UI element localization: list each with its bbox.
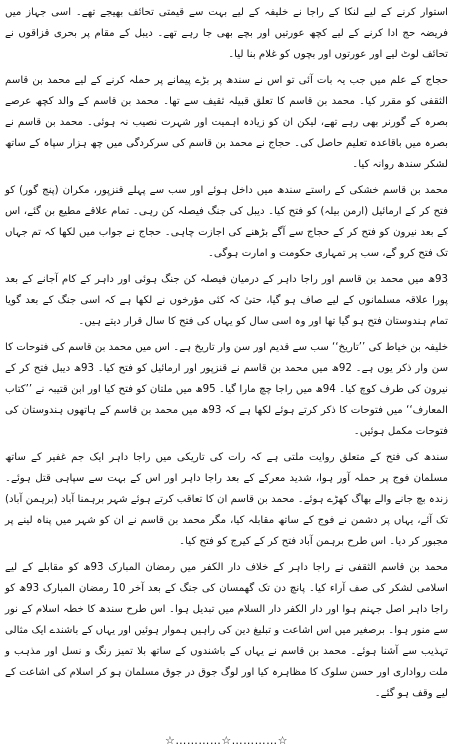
paragraph-6: سندھ کی فتح کے متعلق روایت ملتی ہے کہ رات کی تاریکی میں راجا داہر ایک جم غفیر کے ساتھ مسلمان فوج پر حملہ آور ہوا، شدید معرکے کے بعد راجا داہر اور اس کے بہت سے سپاہی قتل ہوئے۔ زندہ بچ جانے والے بھاگ کھڑے ہوئے۔ محمد بن قاسم ان کا تعاقب کرتے ہوئے شہر برہمنا آباد (برہمن آباد) تک آئے، یہاں پر دشمن نے فوج کے ساتھ مقابلہ کیا، مگر محمد بن قاسم نے ان کو شہر میں پناہ لینے پر مجبور کر دیا۔ اس طرح برہمن آباد فتح کر کے کیرج کو فتح کیا۔ [5,452,448,547]
paragraph-5: خلیفہ بن خیاط کی ’’تاریخ‘‘ سب سے قدیم اور سن وار تاریخ ہے۔ اس میں محمد بن قاسم کی فتوحات کا سن وار ذکر یوں ہے۔ 92ھ میں محمد بن قاسم نے قنزپور اور ارمائیل کو فتح کیا۔ 93ھ دیبل فتح کر کے نیرون کی طرف کوچ کیا۔ 94ھ میں راجا چچ مارا گیا۔ 95ھ میں ملتان کو فتح کیا اور ابن قتیبہ نے ’’کتاب المعارف‘‘ میں فتوحات کا ذکر کرتے ہوئے لکھا ہے کہ 93ھ میں محمد بن قاسم کے ہاتھوں ہندوستان کی فتوحات مکمل ہوئیں۔ [5,342,448,437]
paragraph-1: استوار کرنے کے لیے لنکا کے راجا نے خلیفہ کے لیے بہت سے قیمتی تحائف بھیجے تھے۔ اسی جہاز میں فریضہ حج ادا کرنے کے لیے کچھ عورتیں اور بچے بھی جا رہے تھے۔ دیبل کے مقام پر بحری قزاقوں نے تحائف لوٹ لیے اور عورتوں اور بچوں کو غلام بنا لیا۔ [5,7,448,60]
section-divider-ornament: ☆…………☆…………☆ [164,734,289,747]
paragraph-7: محمد بن قاسم الثقفی نے راجا داہر کے خلاف دار الکفر میں رمضان المبارک 93ھ کو مقابلے کے لیے اسلامی لشکر کی صف آراء کیا۔ پانچ دن تک گھمسان کی جنگ کے بعد آخر 10 رمضان المبارک 93ھ کو راجا داہر اصل جہنم ہوا اور دار الکفر دار السلام میں تبدیل ہوا۔ اس طرح سندھ کا خطہ اسلام کے نور سے منور ہوا۔ برصغیر میں اس اشاعت و تبلیغ دین کی راہیں ہموار ہوئیں اور یہاں کے باشندے ایک مثالی تہذیب سے آشنا ہوئے۔ محمد بن قاسم نے یہاں کے باشندوں کے ساتھ بلا تمیز رنگ و نسل اور مذہب و ملت رواداری اور حسن سلوک کا مظاہرہ کیا اور لوگ جوق در جوق مسلمان ہو کر اسلام کی اشاعت کے لیے وقف ہو گئے۔ [5,562,448,699]
paragraph-4: 93ھ میں محمد بن قاسم اور راجا داہر کے درمیان فیصلہ کن جنگ ہوئی اور داہر کے کام آجانے کے بعد پورا علاقہ مسلمانوں کے لیے صاف ہو گیا، حتیٰ کہ کئی مؤرخوں نے لکھا ہے کہ اسی جنگ کے بعد گویا تمام ہندوستان فتح ہو گیا تھا اور وہ اسی سال کو یہاں کی فتح کا سال قرار دیتے ہیں۔ [5,274,448,327]
paragraph-2: حجاج کے علم میں جب یہ بات آئی تو اس نے سندھ پر بڑے پیمانے پر حملہ کرنے کے لیے محمد بن قاسم الثقفی کو مقرر کیا۔ محمد بن قاسم کا تعلق قبیلہ ثقیف سے تھا۔ محمد بن قاسم کے والد کچھ عرصے بصرہ کے گورنر بھی رہے تھے، لیکن ان کو زیادہ اہمیت اور شہرت نصیب نہ ہوئی۔ محمد بن قاسم نے بصرہ میں باقاعدہ تعلیم حاصل کی۔ حجاج نے محمد بن قاسم کی سرکردگی میں چھ ہزار سپاہ کے ساتھ لشکر سندھ روانہ کیا۔ [5,75,448,170]
paragraph-3: محمد بن قاسم خشکی کے راستے سندھ میں داخل ہوئے اور سب سے پہلے قنزپور، مکران (پنج گور) کو فتح کر کے ارمائیل (ارمن بیلہ) کو فتح کیا۔ دیبل کی جنگ فیصلہ کن رہی۔ تمام علاقے مطیع بن گئے، اس کے بعد نیرون کو فتح کر کے حجاج سے آگے بڑھنے کی اجازت چاہی۔ حجاج نے جواب میں لکھا کہ تم جہاں تک فتح کرو گے، سب پر تمہاری حکومت و امارت ہوگی۔ [5,185,448,259]
